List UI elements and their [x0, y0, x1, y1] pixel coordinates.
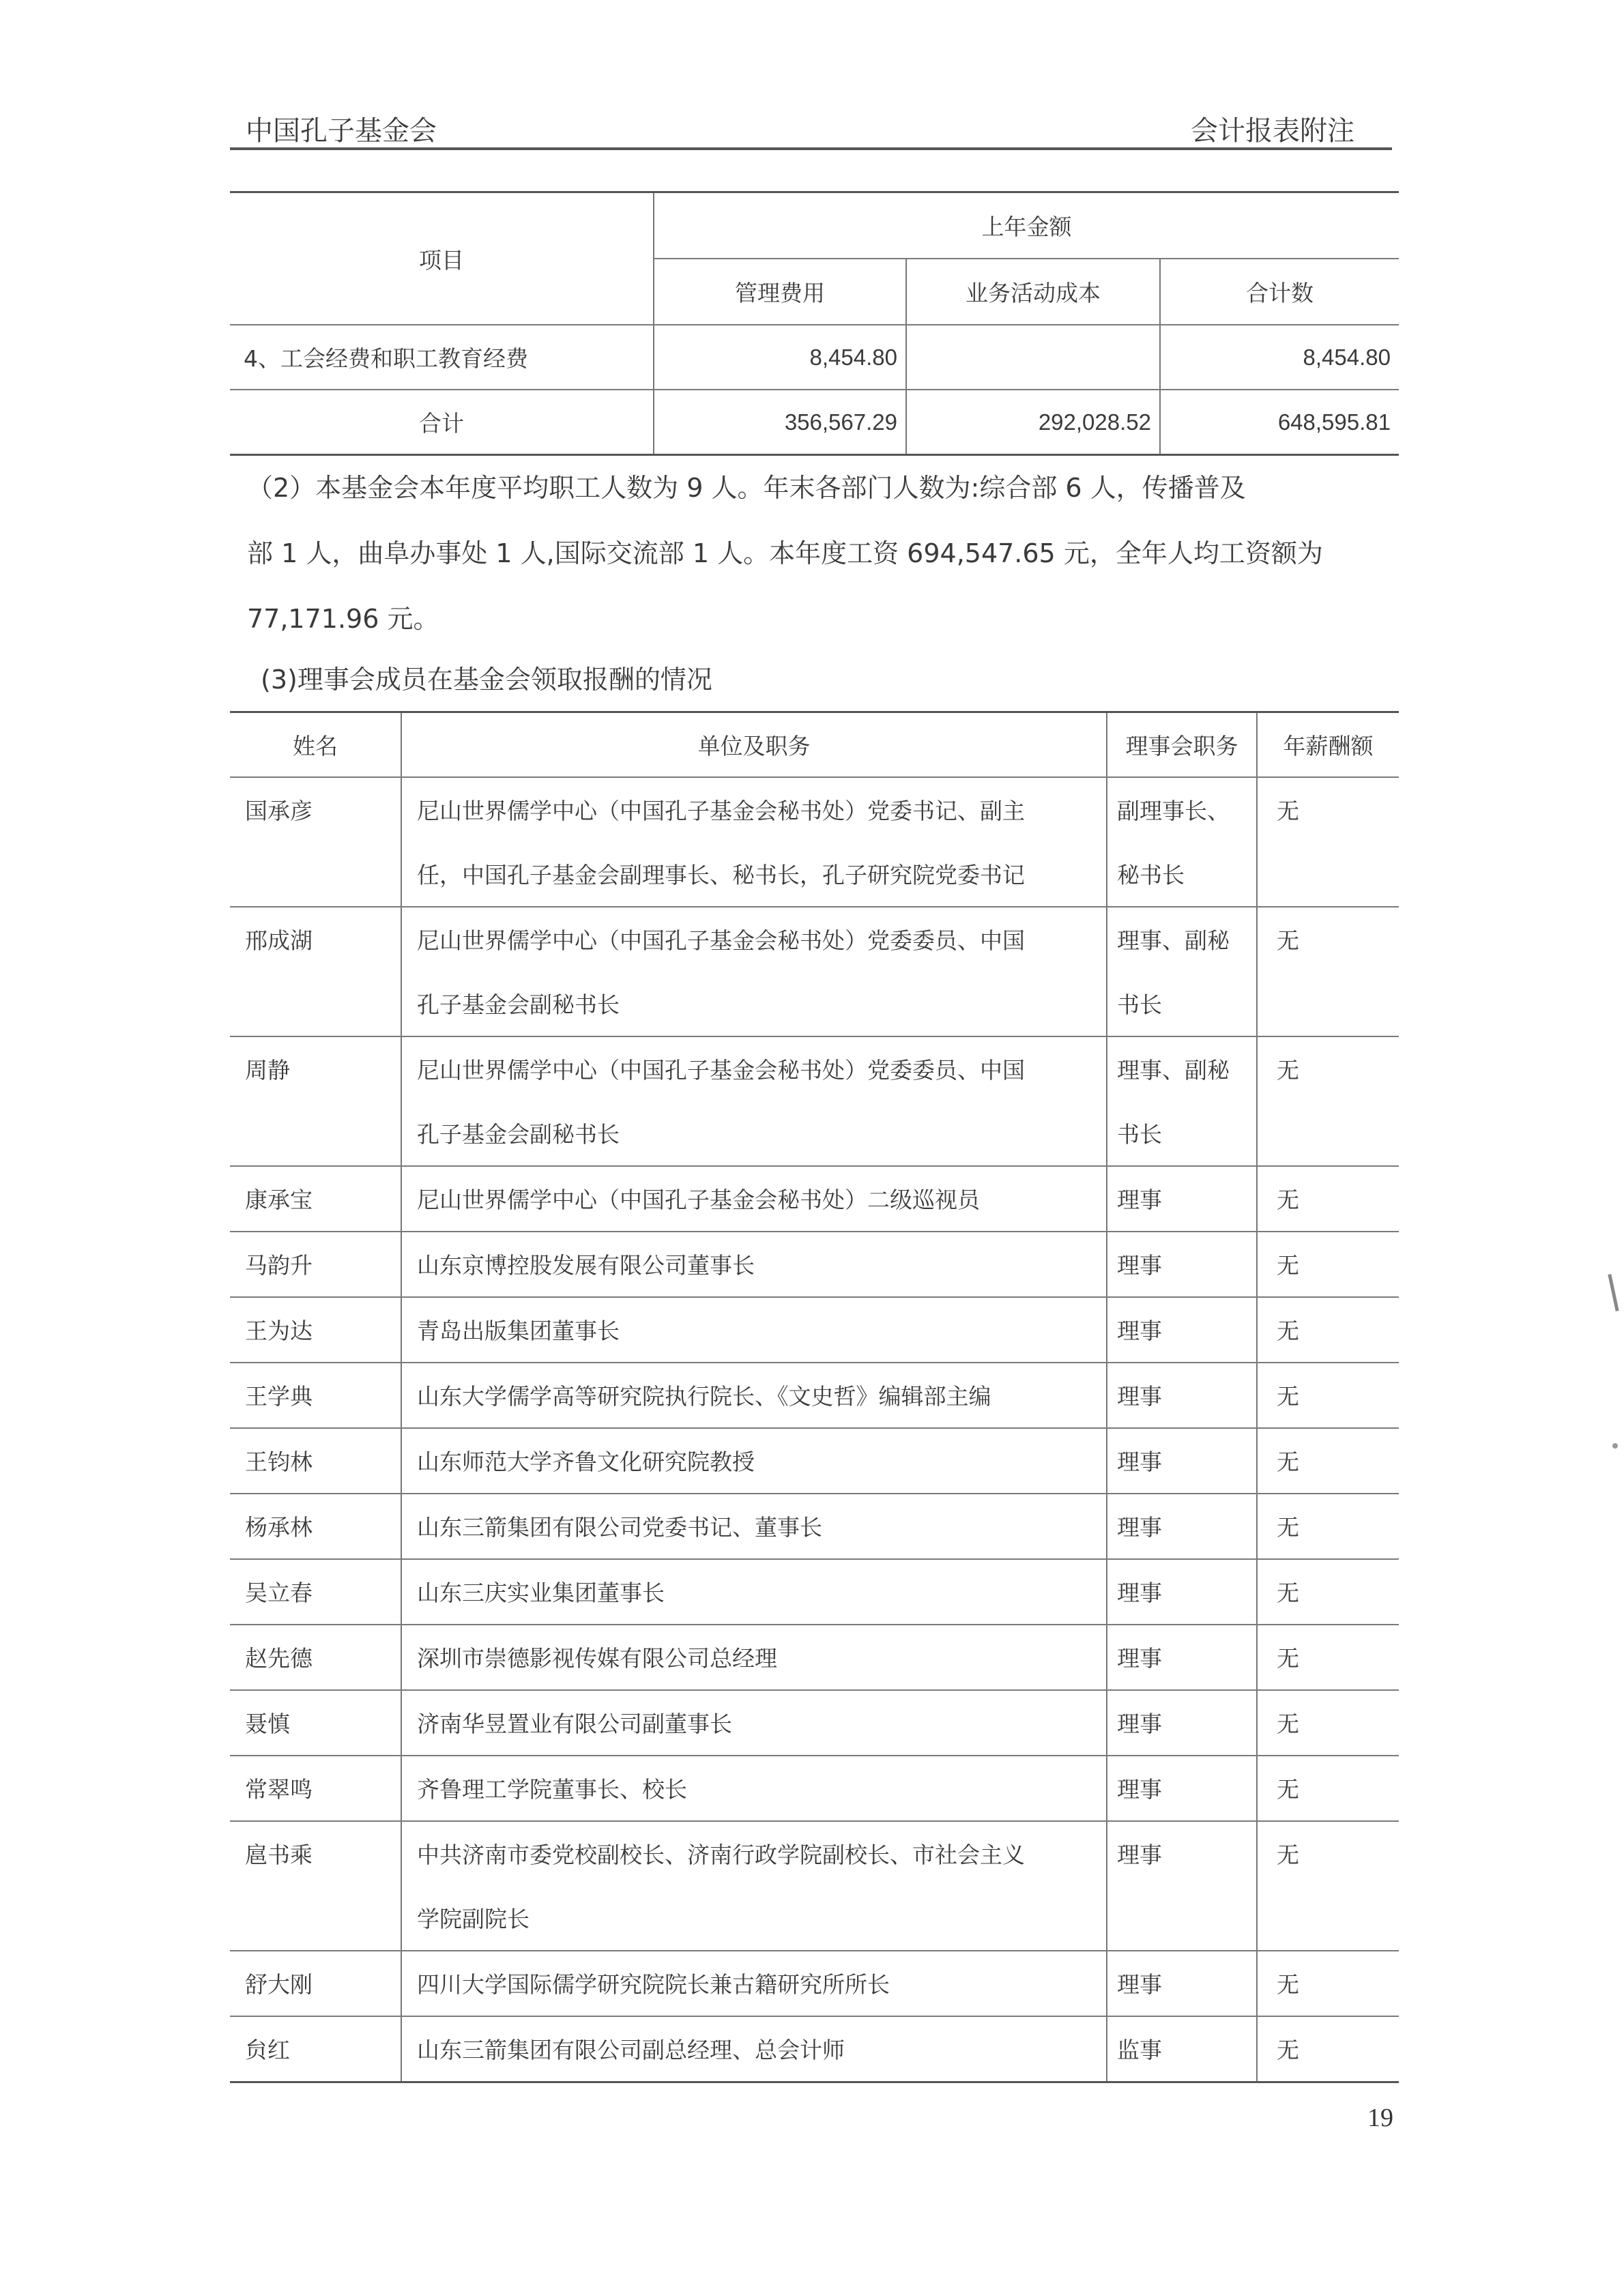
column-header-salary: 年薪酬额: [1257, 712, 1399, 778]
cell-role: [1107, 1951, 1257, 2016]
role-line: 理事: [1117, 1383, 1162, 1410]
salary-value: 无: [1277, 1971, 1299, 1998]
cell-unit: [401, 907, 1107, 1036]
section-subheading: (3)理事会成员在基金会领取报酬的情况: [261, 665, 712, 695]
role-line: 理事、副秘: [1117, 927, 1230, 954]
member-name: 舒大刚: [245, 1971, 313, 1998]
cell-unit: [401, 1559, 1107, 1625]
table-row: [230, 1951, 1399, 2016]
cell-salary: [1257, 1559, 1399, 1625]
cell-salary: [1257, 1951, 1399, 2016]
member-name: 扈书乘: [245, 1842, 313, 1868]
cell-role: [1107, 2016, 1257, 2082]
unit-line: 孔子基金会副秘书长: [417, 1121, 620, 1148]
unit-line: 深圳市崇德影视传媒有限公司总经理: [417, 1645, 777, 1672]
cell-salary: [1257, 1494, 1399, 1559]
column-header-name: 姓名: [230, 712, 401, 778]
cell-role: [1107, 1625, 1257, 1690]
header-organization: 中国孔子基金会: [246, 115, 437, 147]
cell-name: [230, 1756, 401, 1821]
cell-salary: [1257, 2016, 1399, 2082]
cell-unit: [401, 1166, 1107, 1232]
salary-value: 无: [1277, 1383, 1299, 1410]
salary-value: 无: [1277, 1842, 1299, 1868]
salary-value: 无: [1277, 927, 1299, 954]
role-line: 理事: [1117, 1580, 1162, 1606]
unit-line: 尼山世界儒学中心（中国孔子基金会秘书处）党委委员、中国: [417, 1057, 1025, 1084]
cell-name: [230, 2016, 401, 2082]
cell-salary: [1257, 907, 1399, 1036]
role-line: 理事: [1117, 1252, 1162, 1279]
cell-unit: [401, 1494, 1107, 1559]
unit-line: 学院副院长: [417, 1906, 530, 1932]
cell-name: [230, 1363, 401, 1428]
column-header-item: 项目: [230, 192, 654, 325]
board-compensation-table: [230, 711, 1399, 2083]
cell-name: [230, 1428, 401, 1494]
unit-line: 齐鲁理工学院董事长、校长: [417, 1776, 687, 1803]
column-group-header: 上年金额: [654, 192, 1399, 259]
table-header-row: [230, 712, 1399, 778]
member-name: 周静: [245, 1057, 290, 1084]
role-line: 书长: [1117, 1121, 1162, 1148]
member-name: 杨承林: [245, 1514, 313, 1541]
salary-value: 无: [1277, 1449, 1299, 1475]
cell-name: [230, 1951, 401, 2016]
unit-line: 尼山世界儒学中心（中国孔子基金会秘书处）二级巡视员: [417, 1187, 980, 1213]
cell-name: [230, 907, 401, 1036]
member-name: 王钧林: [245, 1449, 313, 1475]
unit-line: 山东大学儒学高等研究院执行院长、《文史哲》编辑部主编: [417, 1383, 991, 1410]
role-line: 副理事长、: [1117, 798, 1230, 824]
column-header-role: 理事会职务: [1107, 712, 1257, 778]
salary-value: 无: [1277, 1711, 1299, 1737]
cell-role: [1107, 1363, 1257, 1428]
cell-unit: [401, 1951, 1107, 2016]
page-number: 19: [1367, 2104, 1393, 2132]
unit-line: 山东京博控股发展有限公司董事长: [417, 1252, 755, 1279]
cell-name: [230, 1559, 401, 1625]
table-row: [230, 777, 1399, 907]
column-header-unit: 单位及职务: [401, 712, 1107, 778]
salary-value: 无: [1277, 798, 1299, 824]
unit-line: 尼山世界儒学中心（中国孔子基金会秘书处）党委书记、副主: [417, 798, 1025, 824]
salary-value: 无: [1277, 1514, 1299, 1541]
row-admin: 356,567.29: [654, 390, 906, 455]
cell-salary: [1257, 1363, 1399, 1428]
cell-unit: [401, 1232, 1107, 1297]
cell-role: [1107, 1297, 1257, 1363]
salary-value: 无: [1277, 1187, 1299, 1213]
cell-role: [1107, 1756, 1257, 1821]
cell-role: [1107, 1690, 1257, 1756]
column-header-business: 业务活动成本: [906, 259, 1160, 325]
member-name: 马韵升: [245, 1252, 313, 1279]
role-line: 理事: [1117, 1318, 1162, 1344]
unit-line: 山东三庆实业集团董事长: [417, 1580, 665, 1606]
role-line: 理事: [1117, 1187, 1162, 1213]
unit-line: 任，中国孔子基金会副理事长、秘书长，孔子研究院党委书记: [417, 862, 1025, 888]
salary-value: 无: [1277, 1318, 1299, 1344]
member-name: 聂慎: [245, 1711, 290, 1737]
cell-role: [1107, 1559, 1257, 1625]
salary-value: 无: [1277, 1580, 1299, 1606]
table-row: [230, 1036, 1399, 1166]
unit-line: 山东三箭集团有限公司副总经理、总会计师: [417, 2037, 845, 2063]
cell-name: [230, 777, 401, 907]
row-business: [906, 325, 1160, 390]
cell-name: [230, 1232, 401, 1297]
cell-role: [1107, 1821, 1257, 1951]
row-admin: 8,454.80: [654, 325, 906, 390]
cell-name: [230, 1494, 401, 1559]
cell-name: [230, 1297, 401, 1363]
role-line: 理事: [1117, 1711, 1162, 1737]
member-name: 国承彦: [245, 798, 313, 824]
salary-value: 无: [1277, 1057, 1299, 1084]
table-row: [230, 1756, 1399, 1821]
member-name: 赵先德: [245, 1645, 313, 1672]
cell-salary: [1257, 1036, 1399, 1166]
row-total: 8,454.80: [1160, 325, 1399, 390]
role-line: 监事: [1117, 2037, 1162, 2063]
member-name: 贠红: [245, 2037, 290, 2063]
table-row: [230, 1297, 1399, 1363]
paragraph-line: 77,171.96 元。: [247, 604, 439, 634]
role-line: 理事、副秘: [1117, 1057, 1230, 1084]
unit-line: 青岛出版集团董事长: [417, 1318, 620, 1344]
unit-line: 孔子基金会副秘书长: [417, 991, 620, 1018]
unit-line: 济南华昱置业有限公司副董事长: [417, 1711, 732, 1737]
member-name: 王为达: [245, 1318, 313, 1344]
cell-name: [230, 1821, 401, 1951]
cell-role: [1107, 777, 1257, 907]
table-row: [230, 2016, 1399, 2082]
row-business: 292,028.52: [906, 390, 1160, 455]
row-item: 合计: [230, 390, 654, 455]
cell-role: [1107, 1036, 1257, 1166]
salary-value: 无: [1277, 2037, 1299, 2063]
cell-salary: [1257, 1428, 1399, 1494]
cell-salary: [1257, 1690, 1399, 1756]
cell-role: [1107, 907, 1257, 1036]
role-line: 书长: [1117, 991, 1162, 1018]
cell-unit: [401, 1625, 1107, 1690]
table-row: [230, 1821, 1399, 1951]
cell-unit: [401, 1428, 1107, 1494]
unit-line: 山东师范大学齐鲁文化研究院教授: [417, 1449, 755, 1475]
paragraph-line: （2）本基金会本年度平均职工人数为 9 人。年末各部门人数为:综合部 6 人，传播普及: [247, 473, 1246, 503]
unit-line: 山东三箭集团有限公司党委书记、董事长: [417, 1514, 822, 1541]
role-line: 理事: [1117, 1645, 1162, 1672]
member-name: 邢成湖: [245, 927, 313, 954]
cell-role: [1107, 1494, 1257, 1559]
row-total: 648,595.81: [1160, 390, 1399, 455]
cell-salary: [1257, 1625, 1399, 1690]
salary-value: 无: [1277, 1252, 1299, 1279]
table-total-row: [230, 390, 1399, 455]
cell-salary: [1257, 777, 1399, 907]
cell-salary: [1257, 1166, 1399, 1232]
table-row: [230, 1428, 1399, 1494]
table-row: [230, 1625, 1399, 1690]
cell-name: [230, 1036, 401, 1166]
table-row: [230, 1494, 1399, 1559]
cell-unit: [401, 777, 1107, 907]
cell-unit: [401, 1036, 1107, 1166]
cell-unit: [401, 1690, 1107, 1756]
table-row: [230, 1363, 1399, 1428]
table-row: [230, 1690, 1399, 1756]
cell-unit: [401, 1821, 1107, 1951]
cell-role: [1107, 1232, 1257, 1297]
member-name: 吴立春: [245, 1580, 313, 1606]
column-header-total: 合计数: [1160, 259, 1399, 325]
cell-unit: [401, 1756, 1107, 1821]
member-name: 常翠鸣: [245, 1776, 313, 1803]
salary-value: 无: [1277, 1645, 1299, 1672]
cell-salary: [1257, 1756, 1399, 1821]
salary-value: 无: [1277, 1776, 1299, 1803]
table-row: [230, 1232, 1399, 1297]
cell-unit: [401, 1297, 1107, 1363]
member-name: 康承宝: [245, 1187, 313, 1213]
cell-role: [1107, 1166, 1257, 1232]
unit-line: 尼山世界儒学中心（中国孔子基金会秘书处）党委委员、中国: [417, 927, 1025, 954]
role-line: 理事: [1117, 1449, 1162, 1475]
header-section-title: 会计报表附注: [1191, 115, 1354, 147]
cell-unit: [401, 2016, 1107, 2082]
table-header-row: [230, 192, 1399, 259]
row-item: 4、工会经费和职工教育经费: [230, 325, 654, 390]
cell-role: [1107, 1428, 1257, 1494]
table-row: [230, 1166, 1399, 1232]
cell-salary: [1257, 1297, 1399, 1363]
unit-line: 四川大学国际儒学研究院院长兼古籍研究所所长: [417, 1971, 890, 1998]
expense-table: [230, 191, 1399, 456]
role-line: 理事: [1117, 1776, 1162, 1803]
cell-salary: [1257, 1232, 1399, 1297]
cell-name: [230, 1166, 401, 1232]
table-row: [230, 1559, 1399, 1625]
role-line: 理事: [1117, 1514, 1162, 1541]
cell-salary: [1257, 1821, 1399, 1951]
scan-edge-mark: [1612, 1443, 1618, 1449]
cell-name: [230, 1625, 401, 1690]
role-line: 理事: [1117, 1971, 1162, 1998]
role-line: 秘书长: [1117, 862, 1185, 888]
header-rule: [230, 147, 1392, 150]
staff-paragraph: [247, 455, 1387, 652]
role-line: 理事: [1117, 1842, 1162, 1868]
unit-line: 中共济南市委党校副校长、济南行政学院副校长、市社会主义: [417, 1842, 1025, 1868]
cell-unit: [401, 1363, 1107, 1428]
scan-edge-mark: [1608, 1274, 1619, 1311]
paragraph-line: 部 1 人，曲阜办事处 1 人,国际交流部 1 人。本年度工资 694,547.65 元，全年人均工资额为: [247, 538, 1323, 568]
cell-name: [230, 1690, 401, 1756]
column-header-admin: 管理费用: [654, 259, 906, 325]
table-row: [230, 907, 1399, 1036]
member-name: 王学典: [245, 1383, 313, 1410]
table-row: [230, 325, 1399, 390]
